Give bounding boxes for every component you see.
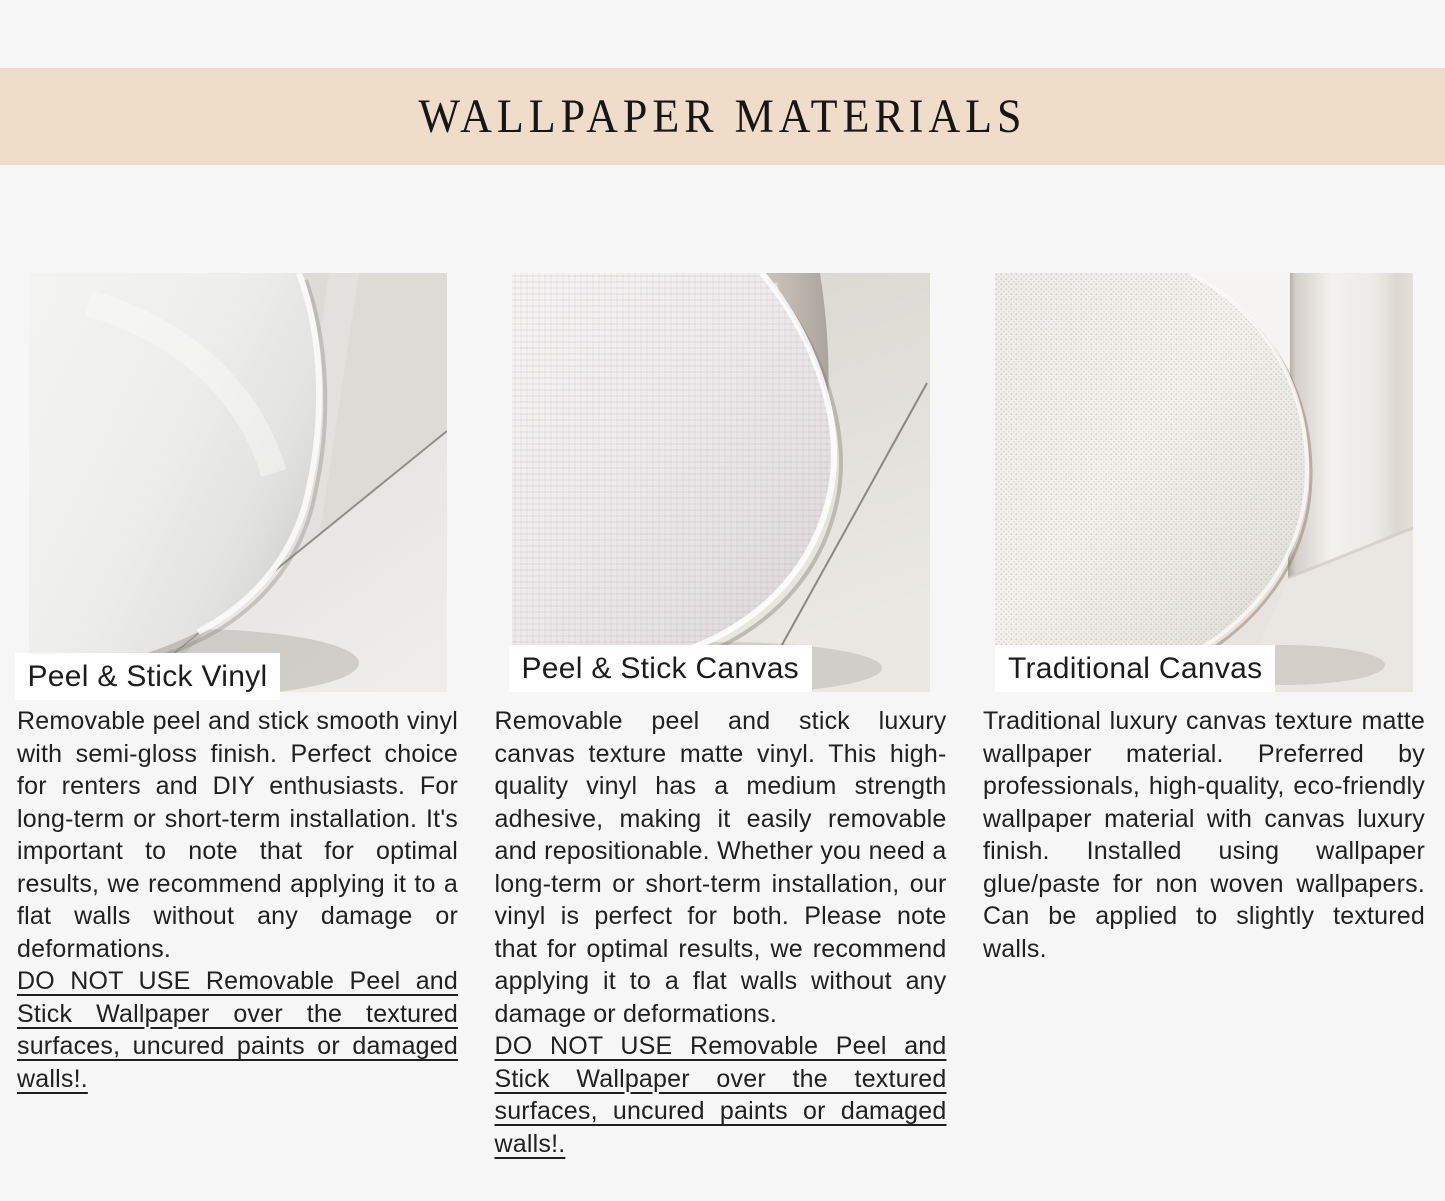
smooth-vinyl-photo-illustration: [29, 273, 447, 692]
canvas-vinyl-photo-illustration: [512, 273, 930, 692]
woven-canvas-photo-illustration: [995, 273, 1413, 692]
top-spacer: [0, 0, 1445, 68]
material-label-peel-stick-vinyl: Peel & Stick Vinyl: [15, 653, 281, 700]
material-description-traditional-canvas: Traditional luxury canvas texture matte wallpaper material. Preferred by professionals, high-quality, eco-friendly wallpaper material with canvas luxury finish. Installed using wallpaper glue/paste for non woven wallpapers. Can be applied to slightly textured walls.: [983, 707, 1425, 963]
peel-stick-vinyl-photo: [29, 273, 447, 692]
peel-stick-canvas-photo: [512, 273, 930, 692]
material-label-peel-stick-canvas: Peel & Stick Canvas: [509, 645, 813, 692]
page-title: WALLPAPER MATERIALS: [418, 90, 1027, 143]
title-banner: [0, 68, 1445, 165]
column-peel-stick-canvas: [495, 165, 947, 1160]
column-peel-stick-vinyl: [17, 165, 458, 1160]
material-warning-peel-stick-vinyl: DO NOT USE Removable Peel and Stick Wallpaper over the textured surfaces, uncured paints or damaged walls!.: [17, 967, 458, 1093]
traditional-canvas-photo: [995, 273, 1413, 692]
material-warning-peel-stick-canvas: DO NOT USE Removable Peel and Stick Wallpaper over the textured surfaces, uncured paints or damaged walls!.: [494, 1032, 947, 1158]
column-traditional-canvas: [983, 165, 1425, 1160]
material-description-peel-stick-vinyl: Removable peel and stick smooth vinyl with semi-gloss finish. Perfect choice for renters and DIY enthusiasts. For long-term or short-term installation. It's important to note that for optimal results, we recommend applying it to a flat walls without any damage or deformations.: [17, 707, 458, 963]
materials-columns: [0, 165, 1445, 1160]
material-label-traditional-canvas: Traditional Canvas: [995, 645, 1275, 692]
material-description-peel-stick-canvas: Removable peel and stick luxury canvas texture matte vinyl. This high-quality vinyl has a medium strength adhesive, making it easily removable and repositionable. Whether you need a long-term or short-term installation, our vinyl is perfect for both. Please note that for optimal results, we recommend applying it to a flat walls without any damage or deformations.: [494, 707, 947, 1028]
